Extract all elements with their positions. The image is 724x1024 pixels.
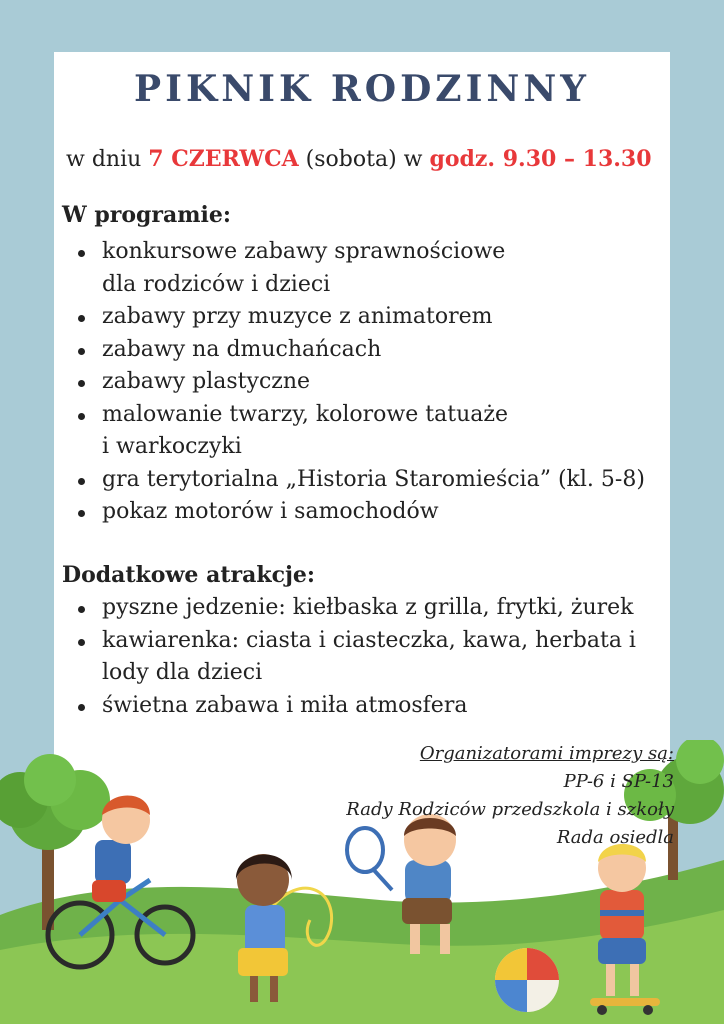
organizer-line: Rady Rodziców przedszkola i szkoły: [346, 799, 674, 820]
list-item: gra terytorialna „Historia Staromieścia” (kl. 5-8): [62, 464, 645, 497]
program-list: [62, 236, 645, 529]
list-item: pokaz motorów i samochodów: [62, 496, 645, 529]
list-item-continuation: dla rodziców i dzieci: [102, 271, 331, 297]
organizers-heading: Organizatorami imprezy są:: [419, 743, 674, 764]
extras-heading: Dodatkowe atrakcje:: [62, 562, 316, 588]
event-date: 7 CZERWCA: [148, 146, 299, 172]
list-item: świetna zabawa i miła atmosfera: [62, 690, 636, 723]
list-item: zabawy przy muzyce z animatorem: [62, 301, 645, 334]
date-prefix: w dniu: [66, 147, 142, 172]
list-item: zabawy plastyczne: [62, 366, 645, 399]
event-time: godz. 9.30 – 13.30: [429, 146, 652, 172]
date-middle: (sobota) w: [305, 147, 423, 172]
list-item: konkursowe zabawy sprawnościowe: [62, 236, 645, 269]
list-item: kawiarenka: ciasta i ciasteczka, kawa, herbata i: [62, 625, 636, 658]
list-item: zabawy na dmuchańcach: [62, 334, 645, 367]
organizers-block: [346, 740, 674, 852]
list-item: malowanie twarzy, kolorowe tatuaże: [62, 399, 645, 432]
page-title: PIKNIK RODZINNY: [134, 68, 590, 110]
list-item: pyszne jedzenie: kiełbaska z grilla, frytki, żurek: [62, 592, 636, 625]
organizer-line: Rada osiedla: [556, 827, 674, 848]
beach-ball-icon: [495, 948, 559, 1012]
extras-list: [62, 592, 636, 722]
list-item-continuation: i warkoczyki: [102, 434, 242, 459]
list-item-continuation: lody dla dzieci: [102, 660, 263, 685]
program-heading: W programie:: [62, 202, 231, 228]
date-line: [66, 146, 686, 172]
organizer-line: PP-6 i SP-13: [563, 771, 674, 792]
